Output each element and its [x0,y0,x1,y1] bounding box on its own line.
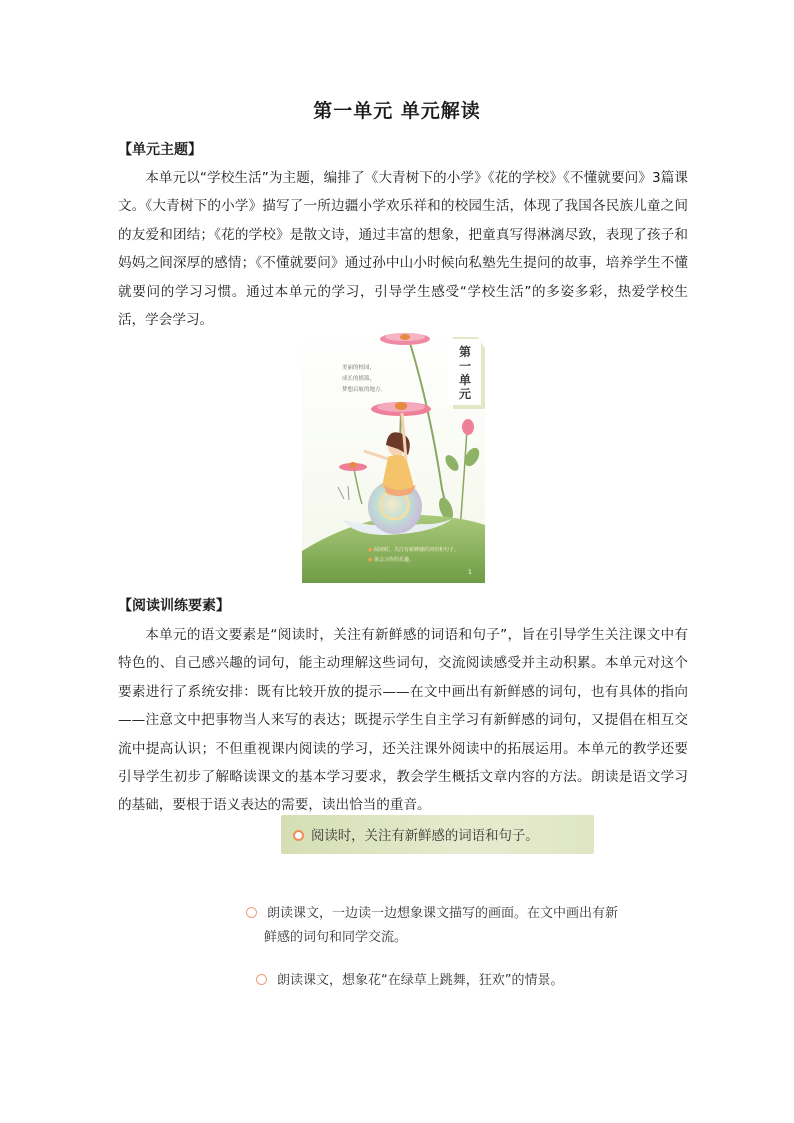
bullet-icon: ● [368,557,373,563]
unit-label [456,345,474,401]
task-text: 朗读课文，想象花“在绿草上跳舞，狂欢”的情景。 [277,973,564,988]
unit-illustration [302,329,485,583]
banner-text: 阅读时，关注有新鲜感的词语和句子。 [311,829,539,844]
task-text: 鲜感的词句和同学交流。 [264,930,408,945]
unit-label-char: 第 [458,345,471,359]
illustration-page-number: 1 [468,569,472,576]
unit-label-char: 元 [458,387,471,401]
unit-label-char: 单 [458,373,471,387]
illustration-poem [342,363,386,396]
page-title: 第一单元 单元解读 [313,100,481,122]
bullet-icon: ● [368,547,373,553]
task-item [256,969,563,993]
section-heading-reading: 【阅读训练要素】 [118,598,230,614]
ring-bullet-icon [256,974,267,985]
note-text: 体会习作的乐趣。 [373,557,414,563]
unit-label-char: 一 [458,359,471,373]
bullet-icon [293,830,304,841]
section-heading-theme: 【单元主题】 [118,142,202,158]
task-text: 朗读课文，一边读一边想象课文描写的画面。在文中画出有新 [267,906,619,921]
reading-focus-banner [281,815,594,854]
note-line [368,545,459,555]
theme-paragraph: 本单元以“学校生活”为主题，编排了《大青树下的小学》《花的学校》《不懂就要问》3篇课文。《大青树下的小学》描写了一所边疆小学欢乐祥和的校园生活，体现了我国各民族儿童之间的友爱和团结；《花的学校》是散文诗，通过丰富的想象，把童真写得淋漓尽致，表现了孩子和妈妈之间深厚的感情；《不懂就要问》通过孙中山小时候向私塾先生提问的故事，培养学生不懂就要问的学习习惯。通过本单元的学习，引导学生感受“学校生活”的多姿多彩，热爱学校生活，学会学习。 [118,170,688,329]
note-line [368,555,459,565]
illustration-notes [368,545,459,565]
poem-line: 成长的摇篮， [342,376,376,382]
reading-paragraph: 本单元的语文要素是“阅读时，关注有新鲜感的词语和句子”，旨在引导学生关注课文中有特色的、自己感兴趣的词句，能主动理解这些词句，交流阅读感受并主动积累。本单元对这个要素进行了系统安排：既有比较开放的提示——在文中画出有新鲜感的词句，也有具体的指向——注意文中把事物当人来写的表达；既提示学生自主学习有新鲜感的词句，又提倡在相互交流中提高认识；不但重视课内阅读的学习，还关注课外阅读中的拓展运用。本单元的教学还要引导学生初步了解略读课文的基本学习要求，教会学生概括文章内容的方法。朗读是语文学习的基础，要根于语义表达的需要，读出恰当的重音。 [118,627,688,814]
ring-bullet-icon [246,907,257,918]
poem-line: 梦想启航的地方。 [342,387,387,393]
poem-line: 美丽的校园， [342,365,376,371]
note-text: 阅读时，关注有新鲜感的词语和句子。 [373,547,459,553]
task-item [246,902,618,950]
